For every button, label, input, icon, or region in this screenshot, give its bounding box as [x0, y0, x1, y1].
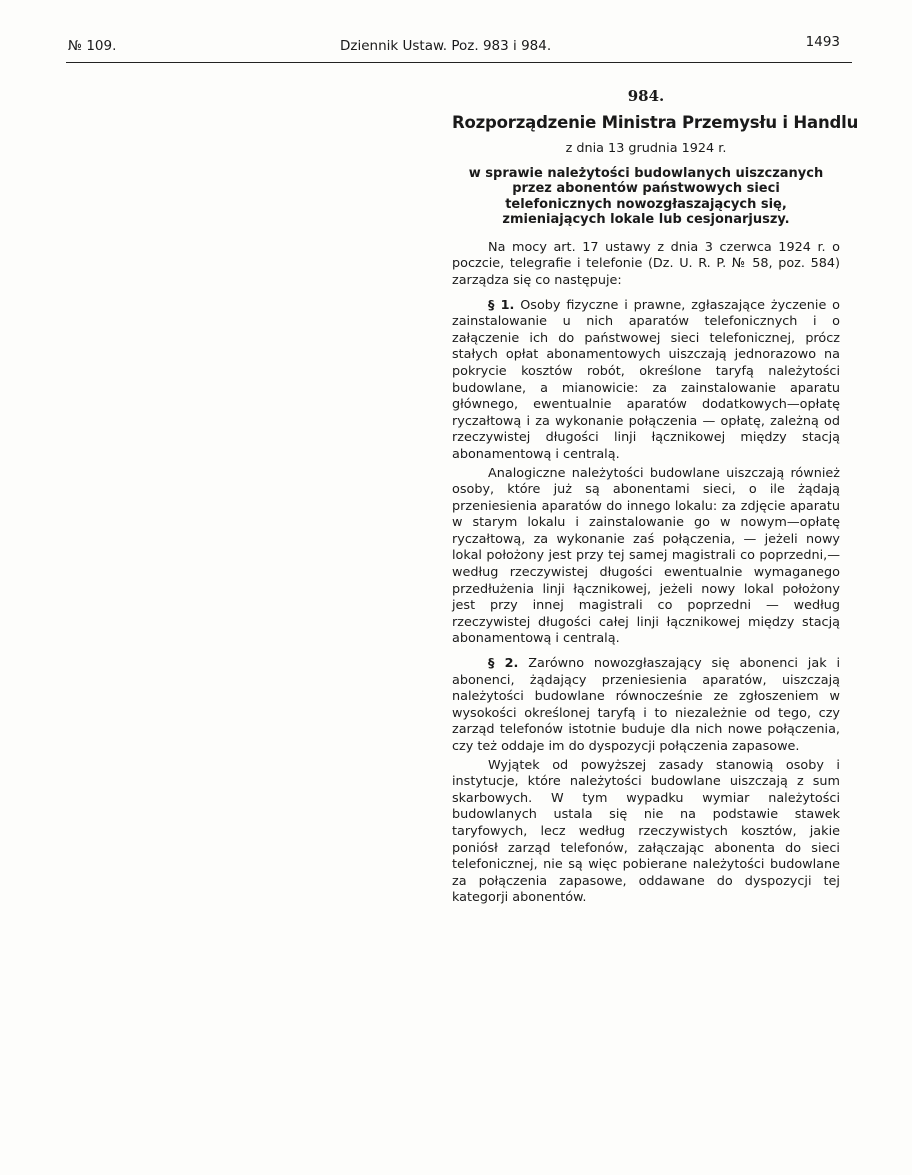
issue-number: № 109.: [68, 38, 117, 54]
document-subject: w sprawie należytości budowlanych uiszczanych przez abonentów państwowych sieci telefonicznych nowozgłaszających się, zmieniających lokale lub cesjonarjuszy.: [468, 165, 824, 228]
section-2-text-1: Zarówno nowozgłaszający się abonenci jak i abonenci, żądający przeniesienia aparatów, uiszczają należytości budowlane równocześnie ze zgłoszeniem w wysokości określonej taryfą i to niezależnie od tego, czy zarząd telefonów istotnie buduje dla nich nowe połączenia, czy też oddaje im do dyspozycji połączenia zapasowe.: [452, 656, 840, 754]
page-number: 1493: [805, 34, 840, 50]
document-column: [452, 87, 859, 909]
document-title: Rozporządzenie Ministra Przemysłu i Handlu: [452, 112, 859, 132]
document-date: z dnia 13 grudnia 1924 r.: [565, 141, 727, 157]
header-rule: [66, 62, 852, 63]
section-2-paragraph-2: Wyjątek od powyższej zasady stanowią osoby i instytucje, które należytości budowlane uiszczają z sum skarbowych. W tym wypadku wymiar należytości budowlanych ustala się nie na podstawie stawek taryfowych, lecz według rzeczywistych kosztów, jakie poniósł zarząd telefonów, załączając abonenta do sieci telefonicznej, nie są więc pobierane należytości budowlane za połączenia zapasowe, oddawane do dyspozycji tej kategorji abonentów.: [452, 757, 840, 906]
section-1-text-1: Osoby fizyczne i prawne, zgłaszające życzenie o zainstalowanie u nich aparatów telefonicznych i o załączenie ich do państwowej sieci telefonicznej, prócz stałych opłat abonamentowych uiszczają jednorazowo na pokrycie kosztów robót, określone taryfą należytości budowlane, a mianowicie: za zainstalowanie aparatu głównego, ewentualnie aparatów dodatkowych—opłatę ryczałtową i za wykonanie połączenia — opłatę, zależną od rzeczywistej długości linji łącznikowej między stacją abonamentową i centralą.: [452, 297, 840, 462]
item-number: 984.: [627, 87, 665, 105]
section-1-mark: § 1.: [488, 297, 515, 313]
journal-title: Dziennik Ustaw. Poz. 983 i 984.: [340, 38, 552, 54]
section-1-paragraph-2: Analogiczne należytości budowlane uiszczają również osoby, które już są abonentami sieci, o ile żądają przeniesienia aparatów do innego lokalu: za zdjęcie aparatu w starym lokalu i zainstalowanie go w nowym—opłatę ryczałtową, za wykonanie zaś połączenia, — jeżeli nowy lokal położony jest przy tej samej magistrali co poprzedni,—według rzeczywistej długości ewentualnie wymaganego przedłużenia linji łącznikowej, jeżeli nowy lokal położony jest przy innej magistrali co poprzedni — według rzeczywistej długości całej linji łącznikowej między stacją abonamentową i centralą.: [452, 465, 840, 647]
page-header: [62, 34, 852, 60]
section-2-paragraph-1: [452, 656, 840, 756]
section-1-paragraph-1: [452, 298, 840, 464]
section-2-mark: § 2.: [488, 656, 519, 672]
intro-paragraph: Na mocy art. 17 ustawy z dnia 3 czerwca 1924 r. o poczcie, telegrafie i telefonie (Dz. U. R. P. № 58, poz. 584) zarządza się co następuje:: [452, 239, 840, 288]
